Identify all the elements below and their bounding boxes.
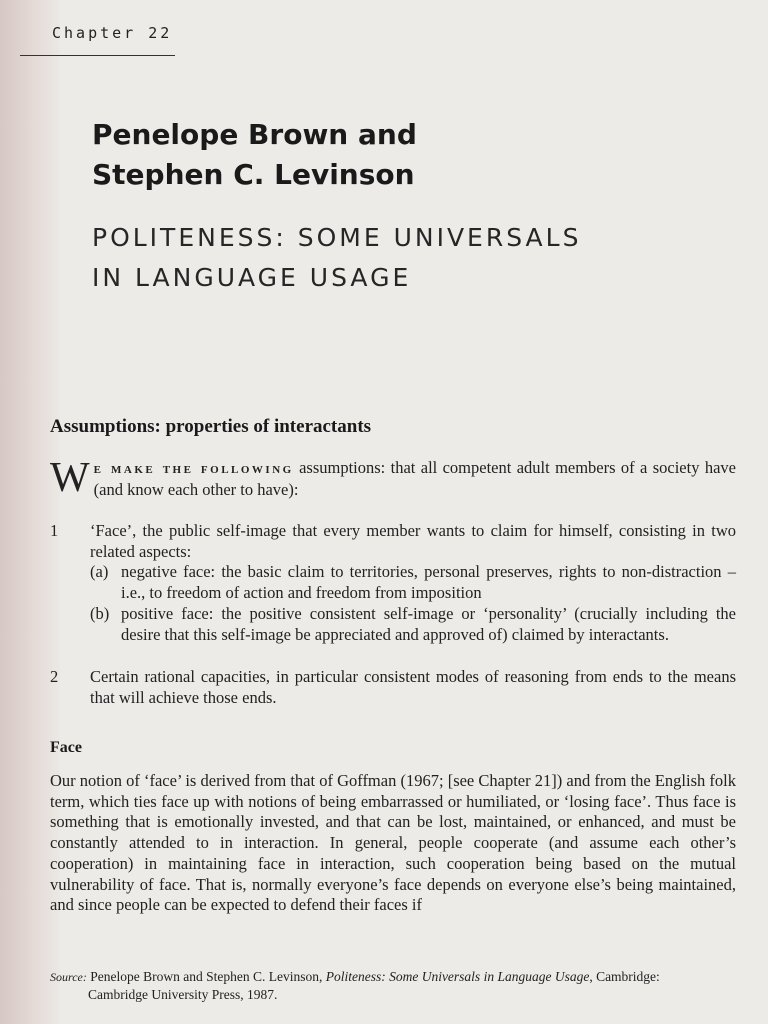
sub-item-text: positive face: the positive consistent self-image or ‘personality’ (crucially including the desire that this self-image be appreciated and approved of) claimed by interactants. [121, 603, 736, 644]
sub-item-a [90, 562, 736, 603]
chapter-rule [20, 55, 175, 56]
list-item-number: 1 [50, 521, 59, 540]
title-line-1: POLITENESS: SOME UNIVERSALS [92, 223, 582, 252]
source-note [50, 968, 736, 1004]
section-heading-assumptions: Assumptions: properties of interactants [50, 416, 372, 437]
sub-item-label: (b) [90, 603, 110, 623]
chapter-authors [92, 115, 417, 195]
source-place: , Cambridge: [589, 969, 660, 984]
intro-paragraph [50, 455, 736, 501]
list-item-number: 2 [50, 667, 59, 686]
author-line-2: Stephen C. Levinson [92, 158, 415, 191]
list-item-text: Certain rational capacities, in particular consistent modes of reasoning from ends to the means that will achieve those ends. [90, 667, 736, 707]
author-line-1: Penelope Brown and [92, 118, 417, 151]
section-heading-face: Face [50, 739, 82, 756]
sub-item-text: negative face: the basic claim to territories, personal preserves, rights to non-distraction – i.e., to freedom of action and freedom from imposition [121, 562, 736, 603]
intro-text: assumptions: that all competent adult members of a society have (and know each other to have): [93, 458, 736, 499]
drop-cap: W [50, 455, 90, 501]
sub-item-label: (a) [90, 562, 109, 582]
chapter-label: Chapter 22 [52, 24, 173, 42]
intro-smallcaps: e make the following [93, 461, 294, 477]
source-label: Source: [50, 970, 87, 984]
title-line-2: IN LANGUAGE USAGE [92, 263, 412, 292]
source-book-title: Politeness: Some Universals in Language Usage [325, 969, 590, 984]
face-paragraph: Our notion of ‘face’ is derived from that of Goffman (1967; [see Chapter 21]) and from the English folk term, which ties face up with notions of being embarrassed or humiliated, or ‘losing face’. Thus face is something that is emotionally invested, and that can be lost, maintained, or enhanced, and must be constantly attended to in interaction. In general, people cooperate (and assume each other’s cooperation) in maintaining face in interaction, such cooperation being based on the mutual vulnerability of face. That is, normally everyone’s face depends on everyone else’s being maintained, and since people can be expected to defend their faces if [50, 771, 736, 915]
chapter-title [92, 218, 581, 298]
list-item-text: ‘Face’, the public self-image that every member wants to claim for himself, consisting in two related aspects: [90, 521, 736, 561]
list-item-1 [50, 521, 736, 645]
source-authors: Penelope Brown and Stephen C. Levinson, [86, 969, 326, 984]
source-publisher: Cambridge University Press, 1987. [88, 987, 278, 1002]
sub-item-b [90, 604, 736, 645]
list-item-2 [50, 667, 736, 708]
